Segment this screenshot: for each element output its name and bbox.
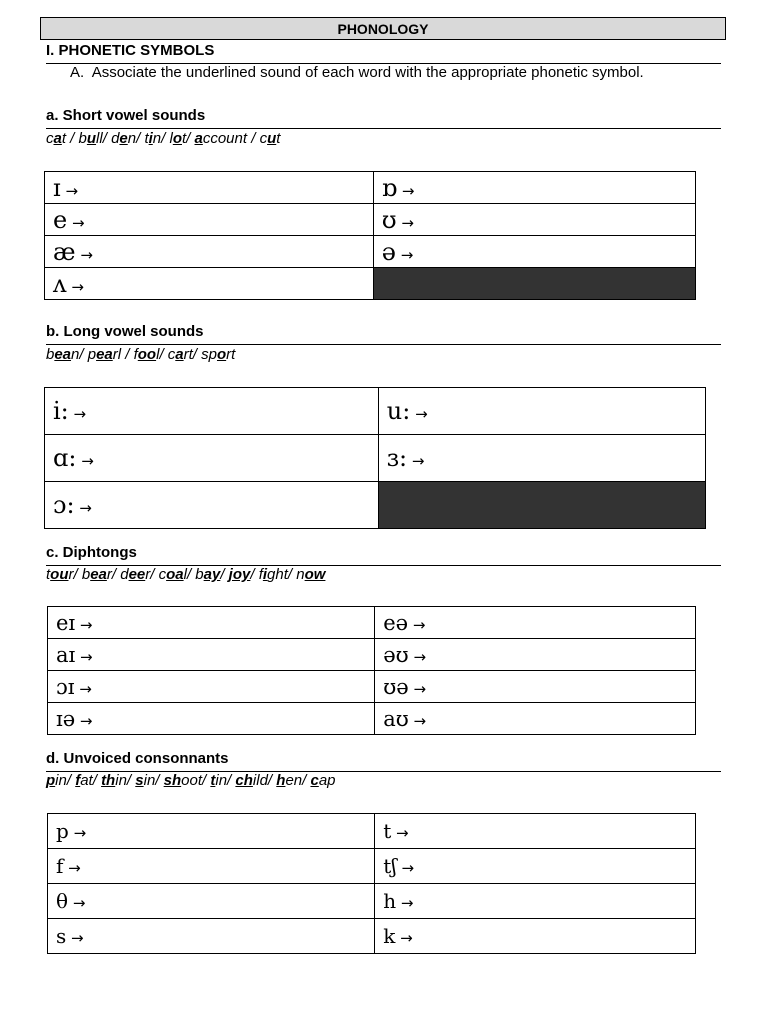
- words-long-vowels: bean/ pearl / fool/ cart/ sport: [46, 346, 236, 363]
- arrow-icon: →: [68, 894, 86, 912]
- table-row: [48, 814, 696, 849]
- example-word: den: [111, 130, 137, 147]
- example-word: thin: [101, 772, 127, 789]
- example-word: tin: [144, 130, 162, 147]
- underlined-sound: oa: [166, 566, 184, 583]
- phonetic-symbol: ɔ:: [53, 491, 75, 519]
- answer-cell[interactable]: [48, 639, 375, 671]
- example-word: cart: [167, 346, 193, 363]
- phonetic-symbol: aʊ: [383, 706, 409, 731]
- table-row: [48, 849, 696, 884]
- answer-cell[interactable]: [48, 607, 375, 639]
- page-title: PHONOLOGY: [40, 17, 726, 40]
- underlined-sound: c: [310, 772, 319, 789]
- phonetic-symbol: ɑ:: [53, 444, 77, 472]
- answer-cell[interactable]: [375, 639, 696, 671]
- underlined-sound: h: [276, 772, 286, 789]
- table-row: [45, 388, 706, 435]
- underlined-sound: th: [101, 772, 116, 789]
- phonetic-symbol: ʊ: [381, 205, 397, 234]
- answer-cell[interactable]: [45, 435, 379, 482]
- underlined-sound: a: [194, 130, 203, 147]
- blank-cell: [373, 268, 695, 300]
- arrow-icon: →: [68, 824, 87, 842]
- underlined-sound: oo: [137, 346, 157, 363]
- phonetic-symbol: ɒ: [381, 173, 398, 202]
- instruction-letter: A.: [70, 64, 85, 81]
- blank-cell: [378, 482, 705, 529]
- phonetic-symbol: æ: [53, 237, 76, 266]
- underlined-sound: a: [175, 346, 184, 363]
- answer-cell[interactable]: [48, 884, 375, 919]
- example-word: account: [194, 130, 248, 147]
- divider: [46, 344, 721, 345]
- arrow-icon: →: [66, 929, 84, 947]
- arrow-icon: →: [396, 894, 414, 912]
- words-diphthongs: tour/ bear/ deer/ coal/ bay/ joy/ fight/ now: [46, 566, 326, 583]
- arrow-icon: →: [60, 181, 79, 200]
- arrow-icon: →: [75, 647, 93, 666]
- arrow-icon: →: [407, 452, 425, 470]
- underlined-sound: p: [46, 772, 56, 789]
- answer-cell[interactable]: [373, 172, 695, 204]
- heading-diphthongs: c. Diphtongs: [46, 544, 137, 561]
- words-short-vowels: cat / bull/ den/ tin/ lot/ account / cut: [46, 130, 281, 147]
- answer-cell[interactable]: [45, 172, 374, 204]
- arrow-icon: →: [76, 452, 94, 470]
- example-word: bay: [195, 566, 221, 583]
- table-row: [48, 639, 696, 671]
- example-word: tour: [46, 566, 74, 583]
- example-word: tin: [210, 772, 228, 789]
- table-row: [45, 172, 696, 204]
- underlined-sound: e: [119, 130, 128, 147]
- arrow-icon: →: [396, 213, 414, 232]
- heading-unvoiced-consonants: d. Unvoiced consonnants: [46, 750, 229, 767]
- example-word: pearl: [87, 346, 122, 363]
- underlined-sound: f: [75, 772, 81, 789]
- answer-cell[interactable]: [375, 849, 696, 884]
- phonetic-symbol: əʊ: [383, 642, 409, 667]
- underlined-sound: u: [86, 130, 97, 147]
- underlined-sound: ch: [235, 772, 253, 789]
- phonetic-symbol: ə: [381, 237, 396, 266]
- underlined-sound: ea: [90, 566, 107, 583]
- answer-cell[interactable]: [45, 204, 374, 236]
- arrow-icon: →: [391, 824, 409, 842]
- answer-cell[interactable]: [373, 204, 695, 236]
- phonetic-symbol: u:: [386, 397, 411, 425]
- instruction-text: Associate the underlined sound of each word with the appropriate phonetic symbol.: [91, 64, 644, 81]
- example-word: deer: [120, 566, 151, 583]
- instruction: [70, 64, 644, 81]
- underlined-sound: u: [267, 130, 277, 147]
- arrow-icon: →: [410, 405, 428, 423]
- table-row: [45, 482, 706, 529]
- answer-cell[interactable]: [48, 919, 375, 954]
- example-word: cat: [46, 130, 67, 147]
- example-word: fat: [75, 772, 93, 789]
- arrow-icon: →: [397, 181, 415, 200]
- table-long-vowels: [44, 387, 706, 529]
- phonetic-symbol: h: [383, 889, 397, 913]
- underlined-sound: ay: [203, 566, 221, 583]
- example-word: sport: [201, 346, 236, 363]
- arrow-icon: →: [408, 711, 427, 730]
- example-word: cut: [259, 130, 281, 147]
- phonetic-symbol: e: [53, 205, 68, 234]
- answer-cell[interactable]: [45, 482, 379, 529]
- heading-short-vowels: a. Short vowel sounds: [46, 107, 206, 124]
- phonetic-symbol: ɔɪ: [56, 674, 75, 699]
- section-heading-phonetic-symbols: I. PHONETIC SYMBOLS: [46, 42, 215, 59]
- underlined-sound: a: [53, 130, 62, 147]
- example-word: bull: [78, 130, 103, 147]
- example-word: now: [296, 566, 326, 583]
- phonetic-symbol: k: [383, 924, 396, 948]
- answer-cell[interactable]: [378, 435, 705, 482]
- example-word: cap: [310, 772, 336, 789]
- arrow-icon: →: [75, 245, 93, 264]
- answer-cell[interactable]: [45, 236, 374, 268]
- example-word: [229, 566, 251, 583]
- underlined-sound: s: [135, 772, 144, 789]
- arrow-icon: →: [408, 615, 426, 634]
- example-word: fool: [133, 346, 160, 363]
- arrow-icon: →: [63, 859, 81, 877]
- arrow-icon: →: [395, 245, 414, 264]
- phonetic-symbol: i:: [53, 397, 69, 425]
- table-diphthongs: [47, 606, 696, 735]
- phonetic-symbol: θ: [56, 889, 69, 913]
- table-row: [48, 607, 696, 639]
- phonetic-symbol: eɪ: [56, 610, 76, 635]
- underlined-sound: ea: [54, 346, 72, 363]
- example-word: sin: [135, 772, 156, 789]
- arrow-icon: →: [395, 929, 413, 947]
- arrow-icon: →: [67, 213, 85, 232]
- table-short-vowels: [44, 171, 696, 300]
- arrow-icon: →: [74, 679, 92, 698]
- answer-cell[interactable]: [48, 671, 375, 703]
- phonetic-symbol: ʌ: [53, 269, 67, 298]
- example-word: coal: [158, 566, 187, 583]
- underlined-sound: t: [210, 772, 216, 789]
- table-row: [48, 703, 696, 735]
- example-word: bean: [46, 346, 80, 363]
- table-row: [45, 236, 696, 268]
- answer-cell[interactable]: [373, 236, 695, 268]
- phonetic-symbol: ɜ:: [386, 444, 408, 472]
- example-word: hen: [276, 772, 303, 789]
- table-row: [48, 919, 696, 954]
- example-word: lot: [169, 130, 187, 147]
- underlined-sound: i: [148, 130, 153, 147]
- arrow-icon: →: [74, 499, 92, 517]
- phonetic-symbol: f: [56, 854, 64, 878]
- divider: [46, 128, 721, 129]
- example-word: pin: [46, 772, 67, 789]
- underlined-sound: ee: [128, 566, 146, 583]
- table-row: [45, 204, 696, 236]
- answer-cell[interactable]: [48, 814, 375, 849]
- answer-cell[interactable]: [45, 268, 374, 300]
- underlined-sound: sh: [163, 772, 182, 789]
- example-word: shoot: [163, 772, 203, 789]
- underlined-sound: ow: [304, 566, 326, 583]
- answer-cell[interactable]: [45, 388, 379, 435]
- phonetic-symbol: t: [383, 819, 392, 843]
- underlined-sound: o: [172, 130, 182, 147]
- words-unvoiced-consonants: pin/ fat/ thin/ sin/ shoot/ tin/ child/ hen/ cap: [46, 772, 336, 789]
- heading-long-vowels: b. Long vowel sounds: [46, 323, 204, 340]
- answer-cell[interactable]: [378, 388, 705, 435]
- phonetic-symbol: s: [56, 924, 67, 948]
- arrow-icon: →: [75, 711, 93, 730]
- answer-cell[interactable]: [48, 703, 375, 735]
- underlined-sound: o: [216, 346, 227, 363]
- phonetic-symbol: tʃ: [383, 854, 397, 878]
- arrow-icon: →: [68, 405, 87, 423]
- arrow-icon: →: [408, 679, 427, 698]
- phonetic-symbol: ɪə: [56, 706, 76, 731]
- phonetic-symbol: p: [56, 819, 69, 843]
- underlined-sound: joy: [228, 566, 251, 583]
- phonetic-symbol: aɪ: [56, 642, 76, 667]
- arrow-icon: →: [75, 615, 93, 634]
- arrow-icon: →: [408, 647, 427, 666]
- answer-cell[interactable]: [375, 884, 696, 919]
- phonetic-symbol: ʊə: [383, 674, 409, 699]
- answer-cell[interactable]: [375, 607, 696, 639]
- arrow-icon: →: [66, 277, 84, 296]
- underlined-sound: ea: [96, 346, 113, 363]
- answer-cell[interactable]: [48, 849, 375, 884]
- table-unvoiced-consonants: [47, 813, 696, 954]
- table-row: [45, 435, 706, 482]
- answer-cell[interactable]: [375, 919, 696, 954]
- arrow-icon: →: [396, 859, 415, 877]
- example-word: fight: [258, 566, 288, 583]
- example-word: bear: [81, 566, 112, 583]
- table-row: [48, 671, 696, 703]
- table-row: [45, 268, 696, 300]
- phonetic-symbol: ɪ: [53, 173, 61, 202]
- example-word: child: [235, 772, 268, 789]
- underlined-sound: i: [262, 566, 268, 583]
- table-row: [48, 884, 696, 919]
- phonetic-symbol: eə: [383, 610, 409, 635]
- answer-cell[interactable]: [375, 814, 696, 849]
- answer-cell[interactable]: [375, 671, 696, 703]
- answer-cell[interactable]: [375, 703, 696, 735]
- underlined-sound: ou: [50, 566, 69, 583]
